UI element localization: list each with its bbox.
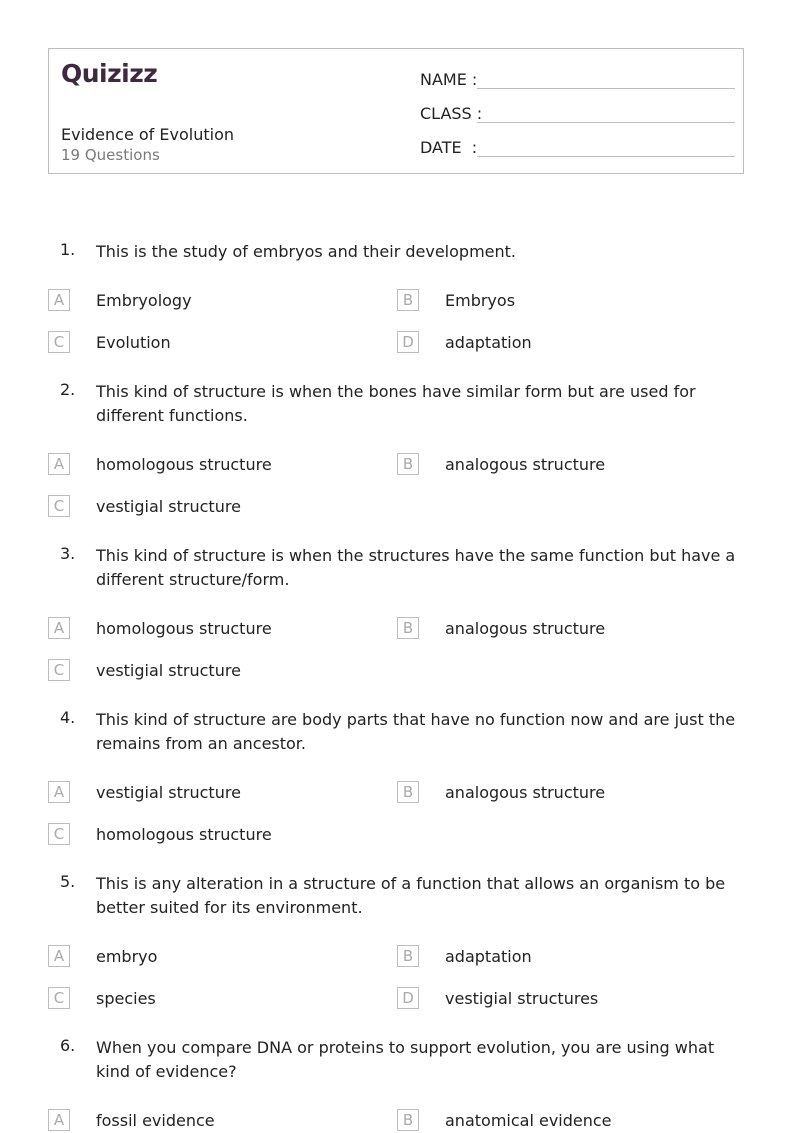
option-text: homologous structure [96,619,272,638]
option-text: vestigial structure [96,661,241,680]
name-line [477,88,735,89]
question-number: 4. [60,708,76,727]
class-label: CLASS : [420,104,483,123]
question-count: 19 Questions [61,146,160,164]
option-letter: B [397,453,419,475]
class-line [477,122,735,123]
question-number: 5. [60,872,76,891]
date-line [477,156,735,157]
question-text: This kind of structure are body parts that have no function now and are just the remains from an ancestor. [96,710,736,753]
option-text: vestigial structure [96,497,241,516]
option-letter: A [48,1109,70,1131]
option-letter: D [397,987,419,1009]
option-letter: B [397,617,419,639]
option-text: adaptation [445,947,532,966]
option-letter: A [48,617,70,639]
option-text: analogous structure [445,619,606,638]
option-text: Embryology [96,291,192,310]
option-text: vestigial structures [445,989,599,1008]
date-field[interactable] [420,134,735,158]
option-text: Evolution [96,333,171,352]
option-text: homologous structure [96,455,272,474]
question-text: This is any alteration in a structure of a function that allows an organism to be better suited for its environment. [96,874,726,917]
option-letter: C [48,659,70,681]
option-letter: A [48,289,70,311]
option-letter: C [48,823,70,845]
option-text: fossil evidence [96,1111,215,1130]
question-number: 6. [60,1036,76,1055]
option-text: anatomical evidence [445,1111,612,1130]
option-text: species [96,989,156,1008]
question-number: 1. [60,240,76,259]
worksheet-header [48,48,744,174]
option-letter: C [48,987,70,1009]
question-text: This is the study of embryos and their development. [96,242,516,261]
option-letter: A [48,945,70,967]
option-text: adaptation [445,333,532,352]
question-number: 2. [60,380,76,399]
option-letter: C [48,495,70,517]
date-label: DATE : [420,138,478,157]
name-field[interactable] [420,66,735,90]
question-text: This kind of structure is when the structures have the same function but have a different structure/form. [96,546,736,589]
option-text: vestigial structure [96,783,241,802]
option-text: Embryos [445,291,516,310]
option-letter: A [48,781,70,803]
option-letter: D [397,331,419,353]
option-text: analogous structure [445,455,606,474]
quizizz-logo: Quizizz [61,59,158,88]
option-text: homologous structure [96,825,272,844]
option-letter: B [397,289,419,311]
question-text: This kind of structure is when the bones have similar form but are used for different functions. [96,382,696,425]
option-letter: B [397,1109,419,1131]
worksheet-title: Evidence of Evolution [61,125,234,144]
option-letter: B [397,945,419,967]
question-text: When you compare DNA or proteins to support evolution, you are using what kind of evidence? [96,1038,715,1081]
class-field[interactable] [420,100,735,124]
option-letter: A [48,453,70,475]
option-letter: C [48,331,70,353]
option-text: analogous structure [445,783,606,802]
option-letter: B [397,781,419,803]
name-label: NAME : [420,70,478,89]
question-number: 3. [60,544,76,563]
option-text: embryo [96,947,158,966]
